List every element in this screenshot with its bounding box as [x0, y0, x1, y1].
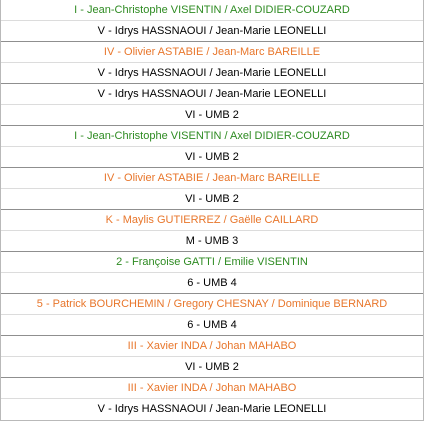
table-row[interactable]: VI - UMB 2: [1, 357, 423, 378]
table-row[interactable]: IV - Olivier ASTABIE / Jean-Marc BAREILLE: [1, 168, 423, 189]
table-row[interactable]: 2 - Françoise GATTI / Emilie VISENTIN: [1, 252, 423, 273]
table-row[interactable]: M - UMB 3: [1, 231, 423, 252]
table-row[interactable]: IV - Olivier ASTABIE / Jean-Marc BAREILLE: [1, 42, 423, 63]
table-row[interactable]: V - Idrys HASSNAOUI / Jean-Marie LEONELLI: [1, 84, 423, 105]
table-row[interactable]: III - Xavier INDA / Johan MAHABO: [1, 378, 423, 399]
table-row[interactable]: 5 - Patrick BOURCHEMIN / Gregory CHESNAY / Dominique BERNARD: [1, 294, 423, 315]
table-row[interactable]: VI - UMB 2: [1, 147, 423, 168]
table-row[interactable]: V - Idrys HASSNAOUI / Jean-Marie LEONELLI: [97, 403, 327, 415]
table-row[interactable]: 6 - UMB 4: [1, 273, 423, 294]
table-row[interactable]: V - Idrys HASSNAOUI / Jean-Marie LEONELLI: [1, 21, 423, 42]
table-row[interactable]: I - Jean-Christophe VISENTIN / Axel DIDIER-COUZARD: [1, 0, 423, 21]
table-row[interactable]: I - Jean-Christophe VISENTIN / Axel DIDIER-COUZARD: [1, 126, 423, 147]
table-row[interactable]: 6 - UMB 4: [1, 315, 423, 336]
table-row[interactable]: VI - UMB 2: [1, 105, 423, 126]
table-row[interactable]: VI - UMB 2: [1, 189, 423, 210]
table-row[interactable]: III - Xavier INDA / Johan MAHABO: [1, 336, 423, 357]
table-row[interactable]: V - Idrys HASSNAOUI / Jean-Marie LEONELLI: [1, 63, 423, 84]
table-row[interactable]: K - Maylis GUTIERREZ / Gaëlle CAILLARD: [1, 210, 423, 231]
